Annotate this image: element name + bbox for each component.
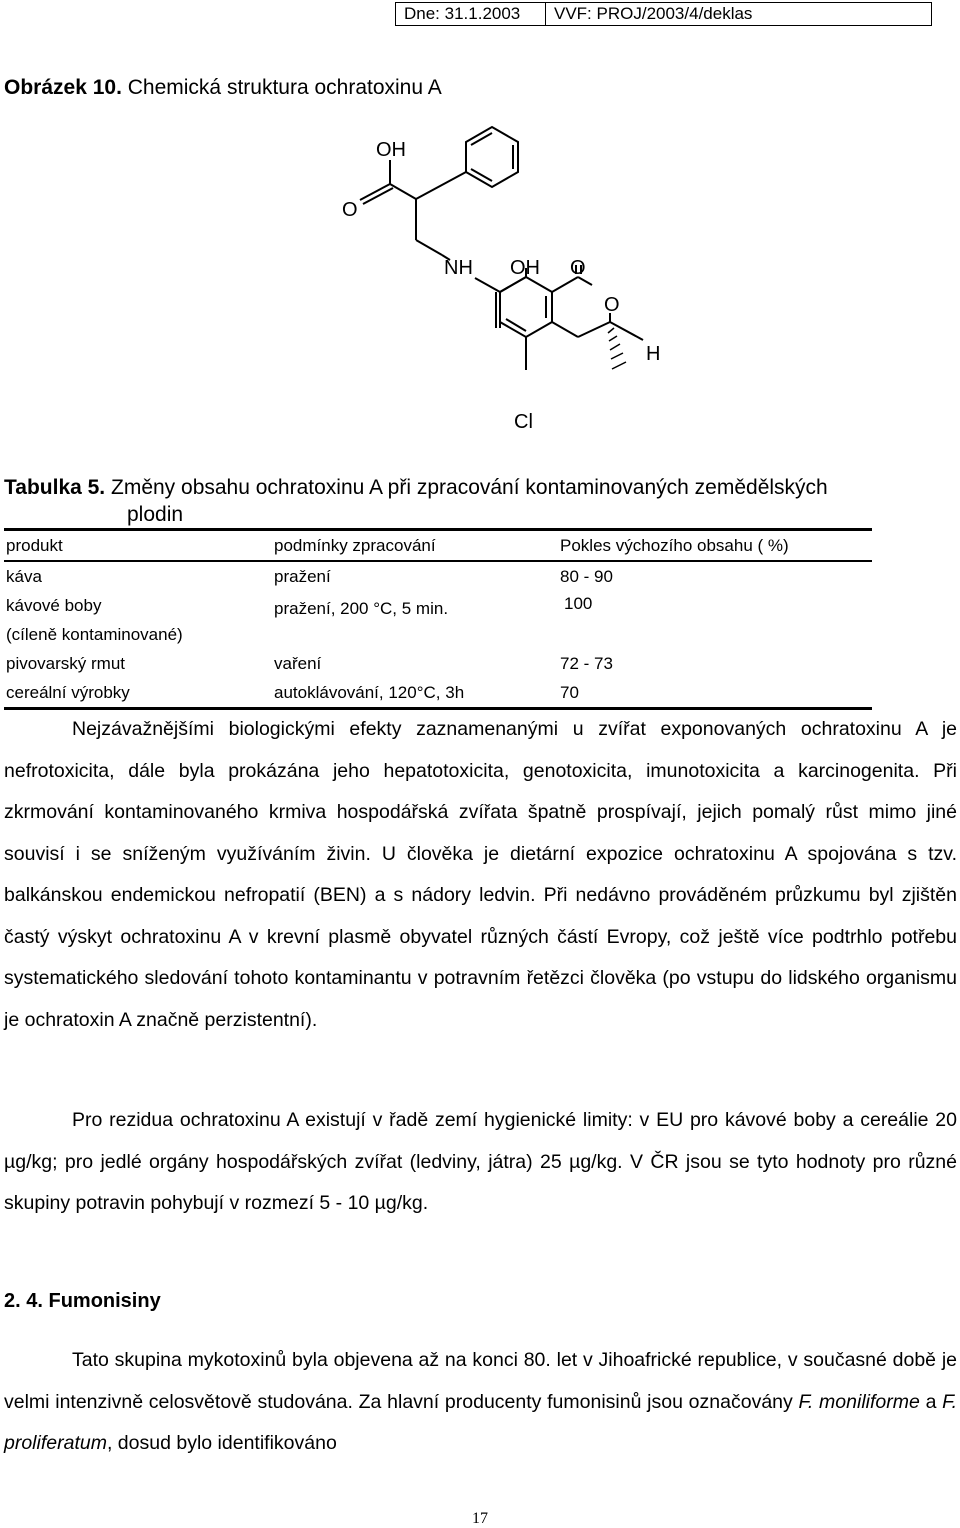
table-row xyxy=(4,620,872,649)
atom-o-carbonyl: O xyxy=(570,257,586,279)
atom-o-left: O xyxy=(342,199,358,221)
table-cell: autoklávování, 120°C, 3h xyxy=(274,683,465,702)
fumonisins-and: a xyxy=(919,1390,943,1413)
ochratoxin-a-structure xyxy=(310,108,680,438)
table-cell: 72 - 73 xyxy=(560,654,613,673)
table-title-line1: Změny obsahu ochratoxinu A při zpracování kontaminovaných zemědělských xyxy=(111,476,828,499)
paragraph-effects-text: Nejzávažnějšími biologickými efekty zaznamenanými u zvířat exponovaných ochratoxinu A je nefrotoxicita, dále byla prokázána jeho hepatotoxicita, genotoxicita, imunotoxicita a karcinogenita. Při zkrmování kontaminovaného krmiva hospodářská zvířata špatně prospívají, jejich pomalý růst mimo jiné souvisí i se sníženým využíváním živin. U člověka je dietární expozice ochratoxinu A spojována s tzv. balkánskou endemickou nefropatií (BEN) a s nádory ledvin. Při nedávno prováděném průzkumu byl zjištěn častý výskyt ochratoxinu A v krevní plasmě obyvatel různých částí Evropy, což ještě více podtrhlo potřebu systematického sledování tohoto kontaminantu v potravním řetězci člověka (po vstupu do lidského organismu je ochratoxin A značně perzistentní). xyxy=(4,718,957,1031)
table-cell: vaření xyxy=(274,654,322,673)
atom-o-ring: O xyxy=(604,294,620,316)
table-cell: kávové boby xyxy=(6,596,102,615)
atom-h: H xyxy=(646,343,661,365)
table-cell: (cíleně kontaminované) xyxy=(6,625,183,644)
species-proliferatum: F. proliferatum xyxy=(4,1390,957,1454)
page-number: 17 xyxy=(472,1510,488,1527)
header-date: Dne: 31.1.2003 xyxy=(396,3,546,25)
table-row xyxy=(4,591,872,620)
atom-oh-ring: OH xyxy=(510,257,540,279)
table-label: Tabulka 5. xyxy=(4,476,106,499)
figure-label: Obrázek 10. xyxy=(4,76,122,99)
benzene-ring xyxy=(500,277,552,337)
paragraph-limits xyxy=(4,1100,957,1225)
paragraph-effects xyxy=(4,709,957,1041)
fumonisins-text-end: , dosud bylo identifikováno xyxy=(106,1432,337,1454)
table-cell: 80 - 90 xyxy=(560,567,613,586)
table-cell: 70 xyxy=(560,683,579,702)
table-cell: káva xyxy=(6,567,42,586)
table-cell: pivovarský rmut xyxy=(6,654,126,673)
table-cell: 100 xyxy=(564,594,593,613)
table-title-line2: plodin xyxy=(127,503,184,526)
table-header-row xyxy=(4,531,872,560)
phenyl-ring xyxy=(466,127,518,187)
figure-caption xyxy=(4,76,442,100)
table-row xyxy=(4,678,872,707)
table-row xyxy=(4,562,872,591)
document-header xyxy=(395,2,932,26)
table-caption xyxy=(4,474,954,528)
fumonisins-text-start: Tato skupina mykotoxinů byla objevena až na konci 80. let v Jihoafrické republice, v současné době je velmi intenzivně celosvětově studována. Za hlavní producenty fumonisinů jsou označovány xyxy=(4,1349,957,1413)
table-cell: cereální výrobky xyxy=(6,683,130,702)
header-cell: podmínky zpracování xyxy=(274,536,436,555)
paragraph-fumonisins xyxy=(4,1340,957,1465)
header-reference: VVF: PROJ/2003/4/deklas xyxy=(554,4,753,23)
paragraph-limits-text: Pro rezidua ochratoxinu A existují v řadě zemí hygienické limity: v EU pro kávové boby a cereálie 20 µg/kg; pro jedlé orgány hospodářských zvířat (ledviny, játra) 25 µg/kg. V ČR jsou se tyto hodnoty pro různé skupiny potravin pohybují v rozmezí 5 - 10 µg/kg. xyxy=(4,1109,957,1214)
table-cell: pražení, 200 °C, 5 min. xyxy=(274,599,449,618)
figure-title: Chemická struktura ochratoxinu A xyxy=(127,76,442,99)
header-cell: produkt xyxy=(6,536,63,555)
header-cell: Pokles výchozího obsahu ( %) xyxy=(560,536,789,555)
table-cell: pražení xyxy=(274,567,331,586)
species-moniliforme: F. moniliforme xyxy=(798,1390,920,1413)
atom-oh-top: OH xyxy=(376,139,406,161)
table-row xyxy=(4,649,872,678)
ochratoxin-table xyxy=(4,528,872,710)
section-heading: 2. 4. Fumonisiny xyxy=(4,1290,161,1312)
atom-nh: NH xyxy=(444,257,473,279)
atom-cl: Cl xyxy=(514,411,533,433)
